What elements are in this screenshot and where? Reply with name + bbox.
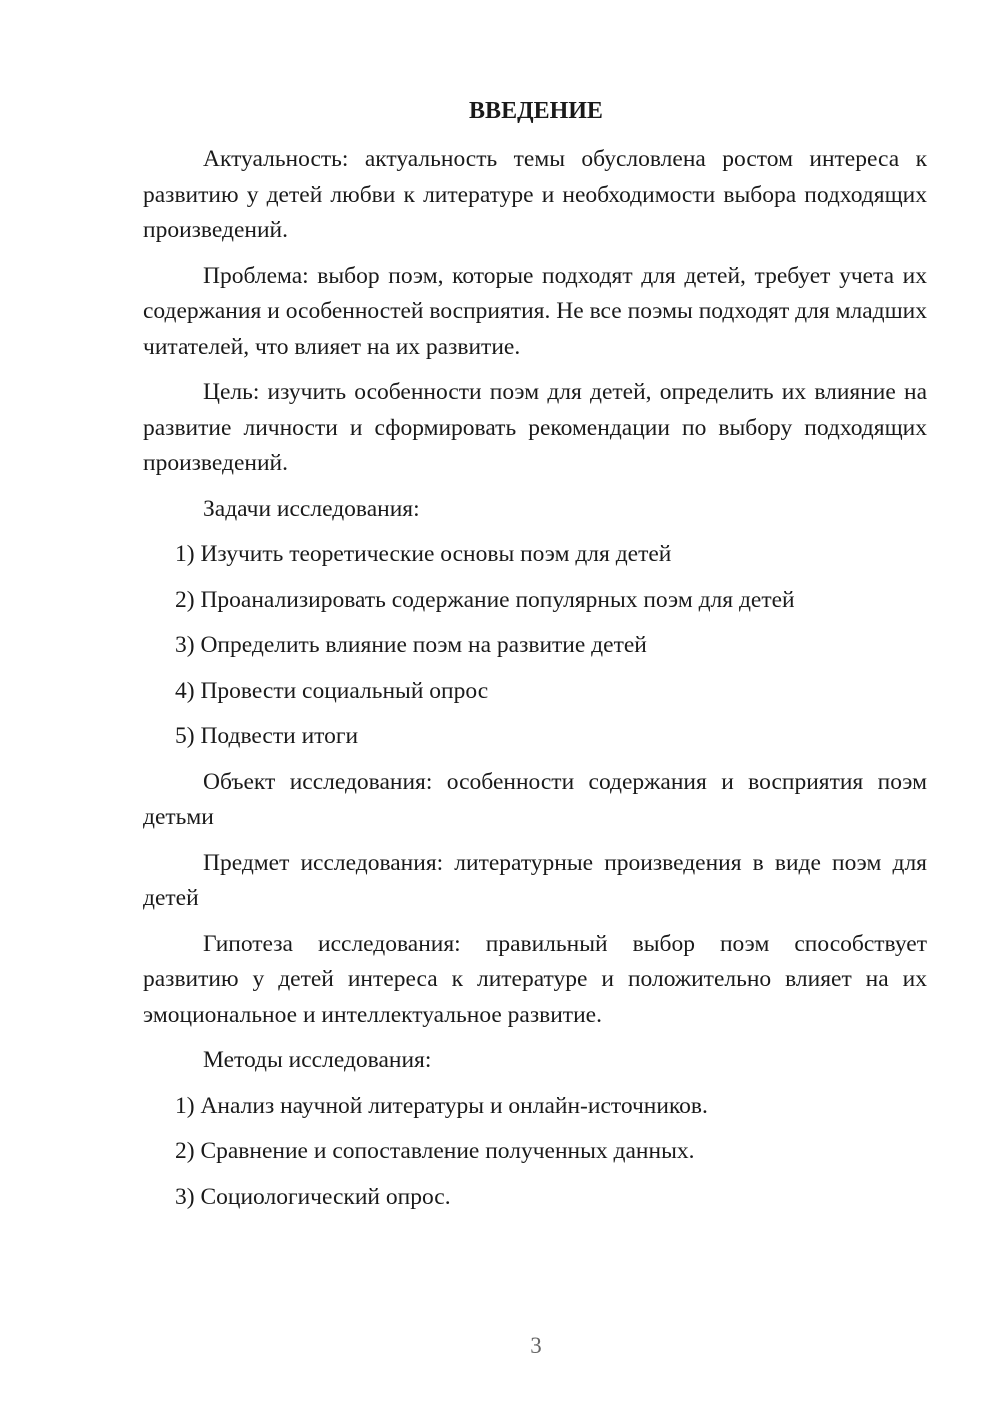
- section-heading: ВВЕДЕНИЕ: [469, 98, 603, 124]
- task-item: 3) Определить влияние поэм на развитие детей: [175, 632, 647, 658]
- methods-list: [143, 1089, 927, 1216]
- object-paragraph: Объект исследования: особенности содержания и восприятия поэм детьми: [143, 768, 927, 830]
- tasks-heading: Задачи исследования:: [203, 495, 420, 522]
- hypothesis-paragraph: Гипотеза исследования: правильный выбор поэм способствует развитию у детей интереса к литературе и положительно влияет на их эмоциональное и интеллектуальное развитие.: [143, 930, 927, 1028]
- task-item: 5) Подвести итоги: [175, 723, 359, 749]
- problem-paragraph: Проблема: выбор поэм, которые подходят для детей, требует учета их содержания и особенностей восприятия. Не все поэмы подходят для младших читателей, что влияет на их развитие.: [143, 262, 927, 360]
- methods-heading: Методы исследования:: [203, 1047, 432, 1073]
- tasks-list: [143, 537, 927, 755]
- document-body: [143, 142, 927, 1225]
- task-item: 4) Провести социальный опрос: [175, 677, 489, 704]
- page-number: 3: [530, 1333, 542, 1358]
- goal-paragraph: Цель: изучить особенности поэм для детей, определить их влияние на развитие личности и сформировать рекомендации по выбору подходящих произведений.: [143, 379, 927, 476]
- task-item: 2) Проанализировать содержание популярных поэм для детей: [175, 586, 795, 613]
- method-item: 1) Анализ научной литературы и онлайн-источников.: [175, 1092, 708, 1119]
- relevance-paragraph: Актуальность: актуальность темы обусловлена ростом интереса к развитию у детей любви к литературе и необходимости выбора подходящих произведений.: [143, 146, 927, 243]
- method-item: 3) Социологический опрос.: [175, 1183, 451, 1210]
- subject-paragraph: Предмет исследования: литературные произведения в виде поэм для детей: [143, 849, 927, 911]
- method-item: 2) Сравнение и сопоставление полученных данных.: [175, 1138, 695, 1164]
- task-item: 1) Изучить теоретические основы поэм для детей: [175, 541, 672, 567]
